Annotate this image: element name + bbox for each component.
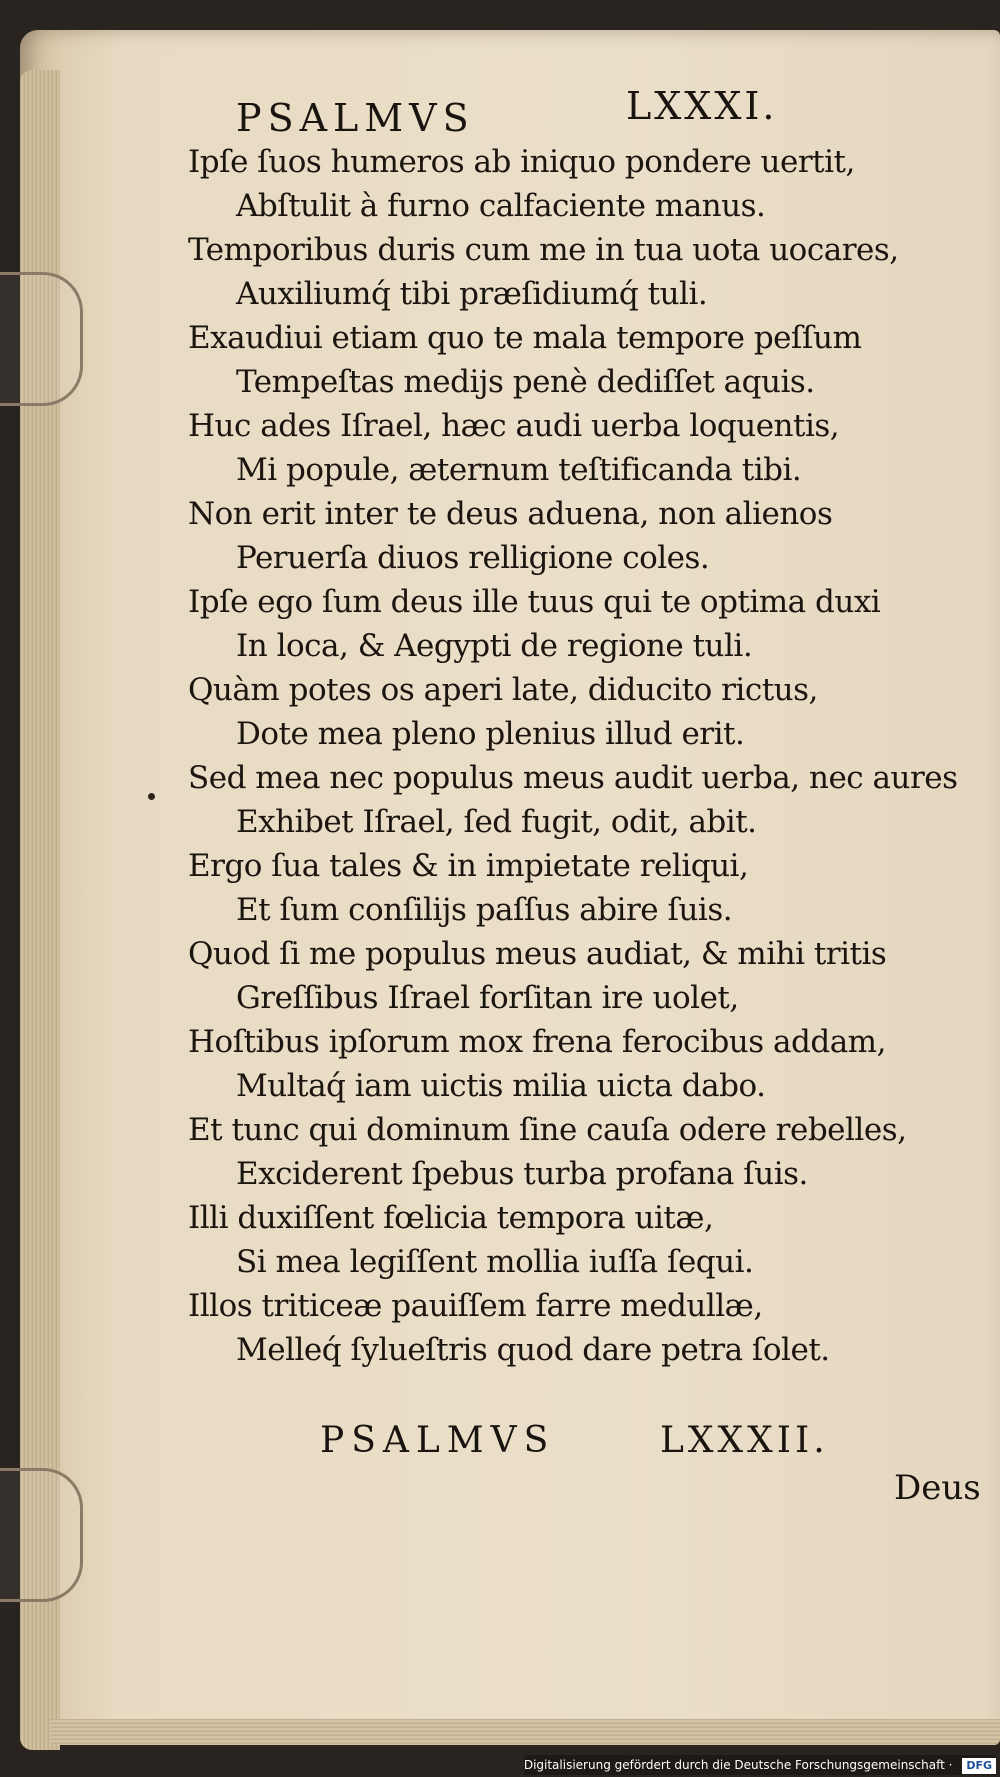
- verse-line: Auxiliumq́ tibi præſidiumq́ tuli.: [236, 276, 708, 312]
- catchword: Deus: [894, 1468, 981, 1508]
- next-psalm-number: LXXXII.: [660, 1420, 829, 1461]
- margin-dot: [148, 793, 155, 800]
- verse-line: Quod ſi me populus meus audiat, & mihi tritis: [188, 936, 887, 972]
- verse-line: Illi duxiſſent fœlicia tempora uitæ,: [188, 1200, 714, 1236]
- verse-line: Et ſum conſilijs paſſus abire ſuis.: [236, 892, 733, 928]
- footer-credit: Digitalisierung gefördert durch die Deutsche Forschungsgemeinschaft: [523, 1758, 945, 1772]
- verse-line: Ipſe ego ſum deus ille tuus qui te optima duxi: [188, 584, 881, 620]
- digitization-footer: [524, 1755, 996, 1775]
- verse-block: [188, 140, 978, 1372]
- verse-line: Hoſtibus ipſorum mox frena ferocibus addam,: [188, 1024, 886, 1060]
- verse-line: Multaq́ iam uictis milia uicta dabo.: [236, 1068, 766, 1104]
- footer-separator: ·: [948, 1758, 957, 1772]
- verse-line: Si mea legiſſent mollia iuſſa ſequi.: [236, 1244, 754, 1280]
- verse-line: Non erit inter te deus aduena, non alienos: [188, 496, 833, 532]
- dfg-logo: DFG: [962, 1758, 996, 1774]
- book-clip-lower: [0, 1468, 83, 1602]
- verse-line: Peruerſa diuos relligione coles.: [236, 540, 710, 576]
- verse-line: Exhibet Iſrael, ſed fugit, odit, abit.: [236, 804, 757, 840]
- verse-line: Exaudiui etiam quo te mala tempore peſſum: [188, 320, 862, 356]
- verse-line: Ipſe ſuos humeros ab iniquo pondere uertit,: [188, 144, 855, 180]
- verse-line: Exciderent ſpebus turba profana ſuis.: [236, 1156, 808, 1192]
- header-title: PSALMVS: [236, 96, 475, 140]
- running-header: [236, 84, 806, 144]
- verse-line: Tempeſtas medijs penè dediſſet aquis.: [236, 364, 815, 400]
- next-psalm-title: PSALMVS: [320, 1420, 556, 1461]
- verse-line: Sed mea nec populus meus audit uerba, nec aures: [188, 760, 958, 796]
- next-psalm-heading: [320, 1420, 880, 1480]
- verse-line: In loca, & Aegypti de regione tuli.: [236, 628, 753, 664]
- verse-line: Abſtulit à furno calfaciente manus.: [236, 188, 766, 224]
- verse-line: Greſſibus Iſrael forſitan ire uolet,: [236, 980, 739, 1016]
- verse-line: Mi popule, æternum teſtificanda tibi.: [236, 452, 802, 488]
- verse-line: Huc ades Iſrael, hæc audi uerba loquentis,: [188, 408, 840, 444]
- verse-line: Ergo ſua tales & in impietate reliqui,: [188, 848, 749, 884]
- verse-line: Melleq́ ſylueſtris quod dare petra ſolet.: [236, 1332, 830, 1368]
- book-clip-upper: [0, 272, 83, 406]
- verse-line: Quàm potes os aperi late, diducito rictus,: [188, 672, 818, 708]
- verse-line: Dote mea pleno plenius illud erit.: [236, 716, 745, 752]
- header-number: LXXXI.: [626, 84, 778, 128]
- page-bottom-edge: [50, 1719, 1000, 1745]
- verse-line: Temporibus duris cum me in tua uota uocares,: [188, 232, 899, 268]
- verse-line: Illos triticeæ pauiſſem farre medullæ,: [188, 1288, 763, 1324]
- verse-line: Et tunc qui dominum ſine cauſa odere rebelles,: [188, 1112, 907, 1148]
